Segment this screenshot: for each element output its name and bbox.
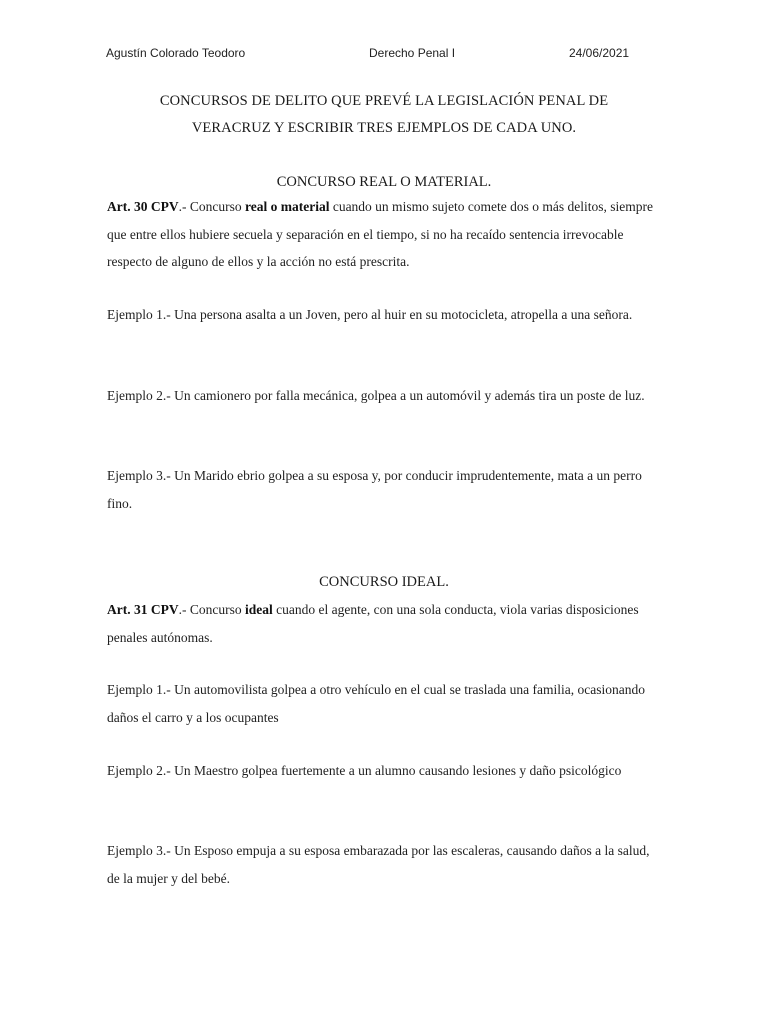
article-31-term: ideal xyxy=(244,602,273,617)
real-example-3: Ejemplo 3.- Un Marido ebrio golpea a su esposa y, por conducir imprudentemente, mata a un perro fino. xyxy=(107,468,642,511)
article-30-label: Art. 30 CPV xyxy=(107,199,179,214)
real-example-2: Ejemplo 2.- Un camionero por falla mecánica, golpea a un automóvil y además tira un poste de luz. xyxy=(107,388,645,403)
article-31-label: Art. 31 CPV xyxy=(107,602,179,617)
article-30-text: cuando un mismo sujeto comete dos o más delitos, siempre que entre ellos hubiere secuela y separación en el tiempo, si no ha recaído sentencia irrevocable respecto de alguno de ellos y la acción no está prescrita. xyxy=(107,199,654,269)
article-30-intro: .- Concurso xyxy=(178,199,245,214)
author-name: Agustín Colorado Teodoro xyxy=(106,46,246,60)
document-title xyxy=(60,88,708,142)
heading-concurso-real: CONCURSO REAL O MATERIAL. xyxy=(276,174,492,190)
ideal-example-1: Ejemplo 1.- Un automovilista golpea a otro vehículo en el cual se traslada una familia, ocasionando daños el carro y a los ocupantes xyxy=(107,682,645,725)
real-example-1: Ejemplo 1.- Una persona asalta a un Joven, pero al huir en su motocicleta, atropella a una señora. xyxy=(107,307,633,322)
title-line-2: VERACRUZ Y ESCRIBIR TRES EJEMPLOS DE CADA UNO. xyxy=(191,120,577,136)
document-date: 24/06/2021 xyxy=(569,46,630,60)
page-header xyxy=(0,46,768,64)
title-line-1: CONCURSOS DE DELITO QUE PREVÉ LA LEGISLACIÓN PENAL DE xyxy=(159,93,609,109)
ideal-example-3: Ejemplo 3.- Un Esposo empuja a su esposa embarazada por las escaleras, causando daños a la salud, de la mujer y del bebé. xyxy=(107,843,650,886)
article-31-paragraph xyxy=(107,596,663,651)
article-30-paragraph xyxy=(107,193,663,276)
article-30-term: real o material xyxy=(244,199,330,214)
course-name: Derecho Penal I xyxy=(369,46,456,60)
ideal-example-2: Ejemplo 2.- Un Maestro golpea fuertemente a un alumno causando lesiones y daño psicológico xyxy=(107,763,622,778)
article-31-intro: .- Concurso xyxy=(178,602,245,617)
heading-concurso-ideal: CONCURSO IDEAL. xyxy=(319,574,449,590)
article-31-text: cuando el agente, con una sola conducta, viola varias disposiciones penales autónomas. xyxy=(107,602,639,645)
